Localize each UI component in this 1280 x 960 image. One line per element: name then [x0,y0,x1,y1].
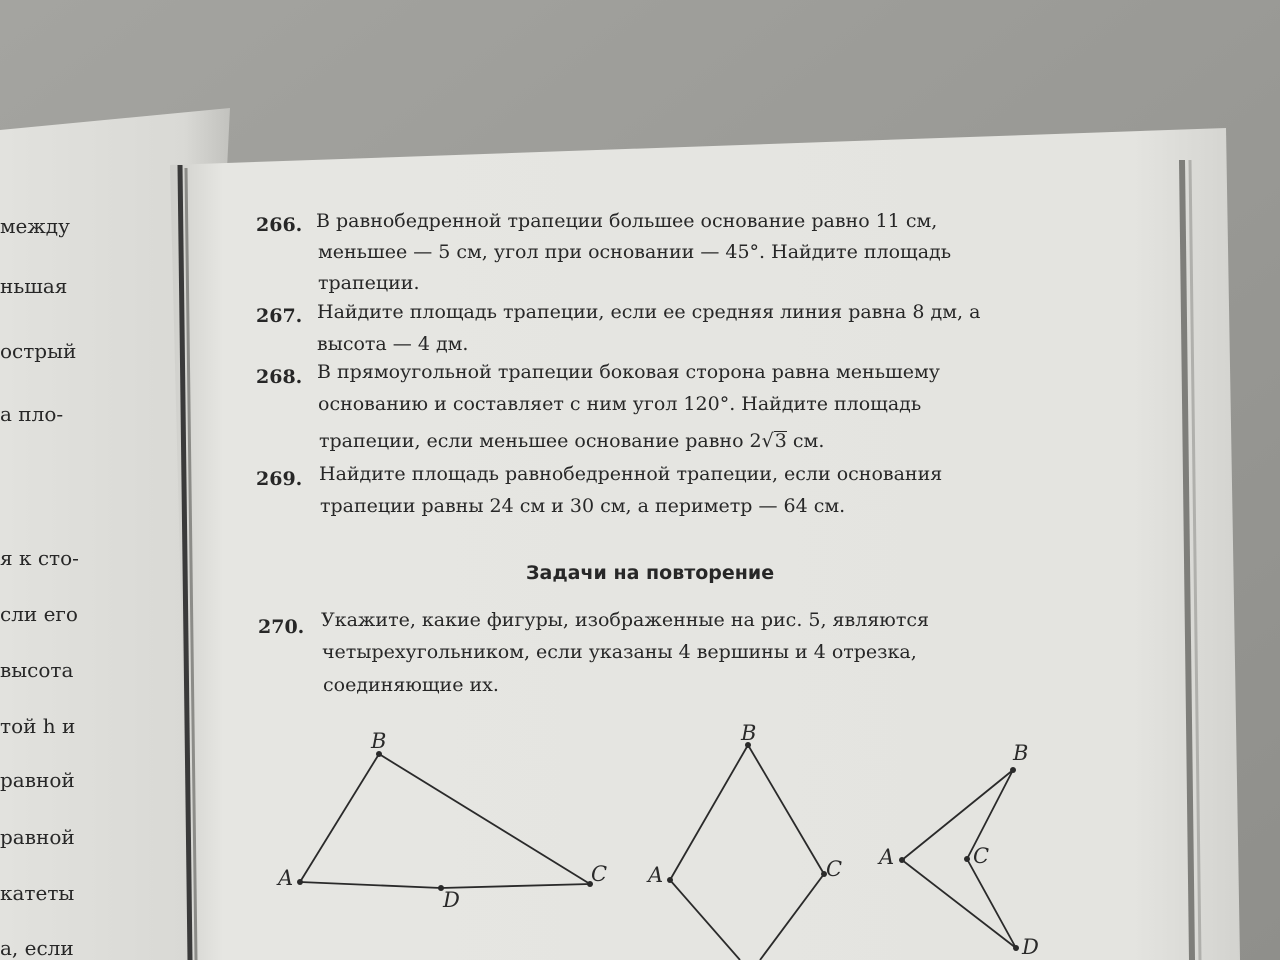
vertex-label: C [973,844,990,868]
problem-line: высота — 4 дм. [317,333,469,355]
vertex-point [667,877,673,883]
line-text: см. [786,430,825,452]
problem-line: В прямоугольной трапеции боковая сторона равна меньшему [317,361,940,383]
line-text: трапеции, если меньшее основание равно 2 [319,430,762,452]
problem-line: В равнобедренной трапеции большее основание равно 11 см, [316,210,938,232]
sqrt-sign: √ [761,430,774,452]
problem-number: 270. [258,616,305,638]
vertex-label: B [1013,741,1029,765]
problem-line: трапеции равны 24 см и 30 см, а периметр — 64 см. [320,495,846,517]
problem-line: меньшее — 5 см, угол при основании — 45°. Найдите площадь [318,241,952,263]
problem-number: 266. [256,214,303,236]
left-fragment: равной [0,825,75,849]
problem-line: Найдите площадь равнобедренной трапеции, если основания [319,463,943,485]
left-fragment: я к сто- [0,546,79,570]
vertex-label: D [443,888,460,912]
problem-line: Укажите, какие фигуры, изображенные на рис. 5, являются [321,609,929,631]
problem-line: четырехугольником, если указаны 4 вершины и 4 отрезка, [322,641,917,663]
problem-line: Найдите площадь трапеции, если ее средняя линия равна 8 дм, а [317,301,981,323]
segment-ad [300,882,441,888]
left-fragment: той h и [0,714,76,738]
sqrt-radicand: 3 [774,430,787,452]
segment-dc [441,884,590,888]
left-fragment: сли его [0,602,78,626]
left-fragment: а пло- [0,402,64,426]
figure-1 [300,754,590,888]
left-fragment: между [0,214,70,238]
vertex-label: D [1022,935,1039,959]
vertex-label: A [278,866,294,890]
problem-line: основанию и составляет с ним угол 120°. Найдите площадь [318,393,922,415]
vertex-label: A [879,845,895,869]
vertex-label: A [648,863,664,887]
left-fragment: острый [0,339,77,363]
vertex-point [297,879,303,885]
segment-ad [902,860,1016,948]
problem-number: 268. [256,366,303,388]
problem-number: 269. [256,468,303,490]
vertex-label: B [741,721,757,745]
vertex-label: B [371,729,387,753]
left-fragment: высота [0,658,74,682]
vertex-point [899,857,905,863]
segment-ab [300,754,379,882]
vertex-label: C [826,857,843,881]
segment-cd [967,859,1016,948]
left-fragment: катеты [0,881,75,905]
segment-a-bottom [670,880,740,960]
problem-line: соединяющие их. [323,674,499,696]
segment-ab [670,745,748,880]
vertex-point [1013,945,1019,951]
problem-line: трапеции. [318,272,420,294]
figure-2 [670,745,824,960]
section-title: Задачи на повторение [526,562,775,584]
segment-bc [748,745,824,874]
vertex-point [1010,767,1016,773]
segment-bc [379,754,590,884]
left-fragment: а, если [0,936,74,960]
vertex-point [964,856,970,862]
left-fragment: равной [0,768,75,792]
vertex-label: C [591,862,608,886]
left-fragment: ньшая [0,274,68,298]
problem-number: 267. [256,305,303,327]
segment-c-bottom [760,874,824,960]
segment-ab [902,770,1013,860]
figure-3 [902,770,1016,948]
